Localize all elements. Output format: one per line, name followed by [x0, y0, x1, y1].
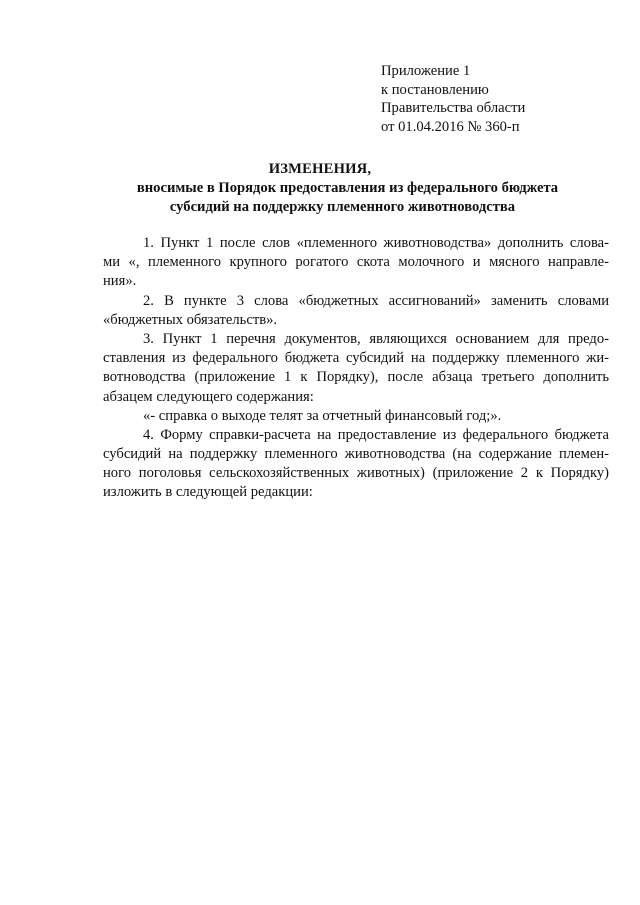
title-subtitle: субсидий на поддержку племенного животноводства [169, 199, 516, 215]
text-line: 2. В пункте 3 слова «бюджетных ассигнований» заменить словами [143, 292, 609, 309]
text-line: изложить в следующей редакции: [103, 484, 313, 501]
annex-line: Приложение 1 [381, 63, 471, 79]
text-line: абзацем следующего содержания: [103, 388, 314, 405]
text-line: ставления из федерального бюджета субсидий на поддержку племенного жи- [103, 350, 609, 367]
text-line: 4. Форму справки-расчета на предоставление из федерального бюджета [143, 426, 609, 443]
text-line: вотноводства (приложение 1 к Порядку), после абзаца третьего дополнить [103, 369, 609, 386]
text-line: 3. Пункт 1 перечня документов, являющихся основанием для предо- [143, 330, 609, 347]
title-subtitle: вносимые в Порядок предоставления из федерального бюджета [136, 180, 559, 196]
document-body [103, 234, 609, 503]
text-line: ми «, племенного крупного рогатого скота молочного и мясного направле- [103, 254, 609, 271]
annex-line: от 01.04.2016 № 360-п [381, 118, 520, 135]
title-heading: ИЗМЕНЕНИЯ, [268, 161, 372, 177]
document-title [0, 160, 640, 217]
text-line: 1. Пункт 1 после слов «племенного животноводства» дополнить слова- [143, 235, 609, 251]
text-line: субсидий на поддержку племенного животноводства (на содержание племен- [103, 446, 609, 463]
text-line: ного поголовья сельскохозяйственных животных) (приложение 2 к Порядку) [103, 465, 609, 482]
annex-block [381, 62, 525, 136]
text-line: ния». [103, 273, 137, 290]
text-line: «бюджетных обязательств». [103, 311, 278, 328]
annex-line: Правительства области [381, 100, 526, 117]
text-line: «- справка о выходе телят за отчетный финансовый год;». [143, 407, 502, 424]
annex-line: к постановлению [381, 81, 489, 98]
